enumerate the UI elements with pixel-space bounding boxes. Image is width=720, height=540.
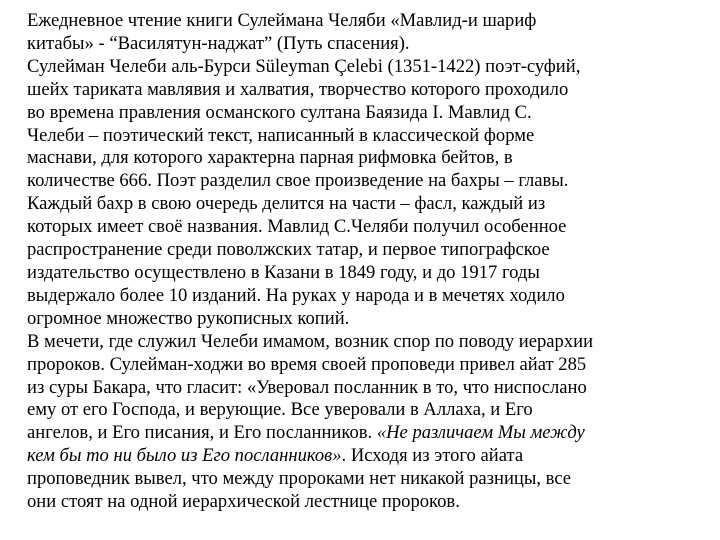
text-line: ему от его Господа, и верующие. Все уверовали в Аллаха, и Его bbox=[27, 399, 533, 421]
text-line: пророков. Сулейман-ходжи во время своей проповеди привел айат 285 bbox=[27, 353, 587, 375]
text-line-with-quote bbox=[27, 445, 703, 468]
text-line: Каждый бахр в свою очередь делится на части – фасл, каждый из bbox=[27, 193, 546, 215]
text-line: проповедник вывел, что между пророками нет никакой разницы, все bbox=[27, 468, 572, 490]
text-line: количестве 666. Поэт разделил свое произведение на бахры – главы. bbox=[27, 170, 569, 192]
text-line-with-quote bbox=[27, 422, 703, 445]
text-line: Челеби – поэтический текст, написанный в классической форме bbox=[27, 124, 535, 146]
text-line: они стоят на одной иерархической лестнице пророков. bbox=[27, 491, 460, 513]
text-run: ангелов, и Его писания, и Его посланников. bbox=[27, 422, 377, 444]
text-line: которых имеет своё названия. Мавлид С.Челяби получил особенное bbox=[27, 216, 567, 238]
paragraph-title bbox=[27, 10, 703, 56]
text-line: Ежедневное чтение книги Сулеймана Челяби «Мавлид-и шариф bbox=[27, 10, 537, 31]
paragraph-mosque-dispute bbox=[27, 331, 703, 514]
text-run: . Исходя из этого айата bbox=[341, 445, 524, 467]
body-text bbox=[27, 10, 703, 514]
text-line: распространение среди поволжских татар, и первое типографское bbox=[27, 239, 550, 261]
quran-quote-italic: кем бы то ни было из Его посланников» bbox=[27, 445, 342, 467]
text-line: шейх тариката мавлявия и халватия, творчество которого проходило bbox=[27, 78, 569, 100]
paragraph-biography bbox=[27, 56, 703, 331]
text-line: из суры Бакара, что гласит: «Уверовал посланник в то, что ниспослано bbox=[27, 376, 587, 398]
text-line: выдержало более 10 изданий. На руках у народа и в мечетях ходило bbox=[27, 284, 565, 306]
text-line: В мечети, где служил Челеби имамом, возник спор по поводу иерархии bbox=[27, 330, 594, 352]
text-line: издательство осуществлено в Казани в 1849 году, и до 1917 годы bbox=[27, 261, 540, 283]
text-line: во времена правления османского султана Баязида I. Мавлид С. bbox=[27, 101, 532, 123]
text-line: Сулейман Челеби аль-Бурси Süleyman Çelebi (1351-1422) поэт-суфий, bbox=[27, 55, 581, 77]
text-line: огромное множество рукописных копий. bbox=[27, 307, 350, 329]
quran-quote-italic: «Не различаем Мы между bbox=[376, 422, 585, 444]
text-line: китабы» - “Василятун-наджат” (Путь спасения). bbox=[27, 32, 410, 54]
text-line: маснави, для которого характерна парная рифмовка бейтов, в bbox=[27, 147, 513, 169]
